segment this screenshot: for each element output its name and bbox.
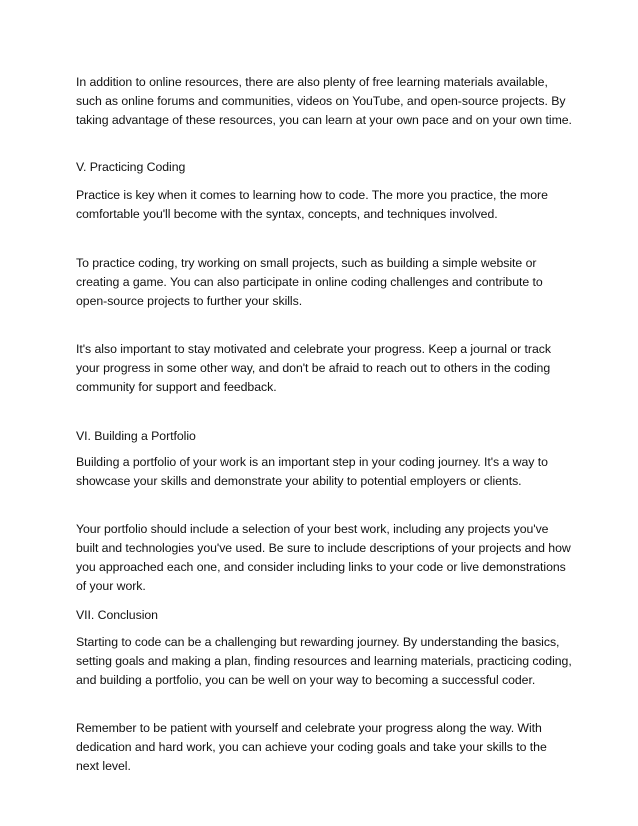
- paragraph-be-patient: Remember to be patient with yourself and celebrate your progress along the way. With dedication and hard work, you can achieve your coding goals and take your skills to the next level.: [76, 721, 547, 773]
- heading-conclusion: VII. Conclusion: [76, 608, 158, 622]
- paragraph-small-projects: To practice coding, try working on small projects, such as building a simple website or creating a game. You can also participate in online coding challenges and contribute to open-source projects to further your skills.: [76, 256, 543, 308]
- paragraph-portfolio-step: Building a portfolio of your work is an important step in your coding journey. It's a way to showcase your skills and demonstrate your ability to potential employers or clients.: [76, 455, 548, 488]
- paragraph-conclusion: Starting to code can be a challenging but rewarding journey. By understanding the basics, setting goals and making a plan, finding resources and learning materials, practicing coding, and building a portfolio, you can be well on your way to becoming a successful coder.: [76, 635, 572, 687]
- paragraph-practice-is-key: Practice is key when it comes to learning how to code. The more you practice, the more comfortable you'll become with the syntax, concepts, and techniques involved.: [76, 188, 548, 221]
- heading-building-portfolio: VI. Building a Portfolio: [76, 429, 196, 443]
- paragraph-stay-motivated: It's also important to stay motivated and celebrate your progress. Keep a journal or track your progress in some other way, and don't be afraid to reach out to others in the coding community for support and feedback.: [76, 342, 551, 394]
- paragraph-online-resources: In addition to online resources, there are also plenty of free learning materials available, such as online forums and communities, videos on YouTube, and open-source projects. By taking advantage of these resources, you can learn at your own pace and on your own time.: [76, 75, 572, 127]
- heading-practicing-coding: V. Practicing Coding: [76, 160, 186, 174]
- paragraph-portfolio-contents: Your portfolio should include a selection of your best work, including any projects you've built and technologies you've used. Be sure to include descriptions of your projects and how you approached each one, and consider including links to your code or live demonstrations of your work.: [76, 522, 571, 593]
